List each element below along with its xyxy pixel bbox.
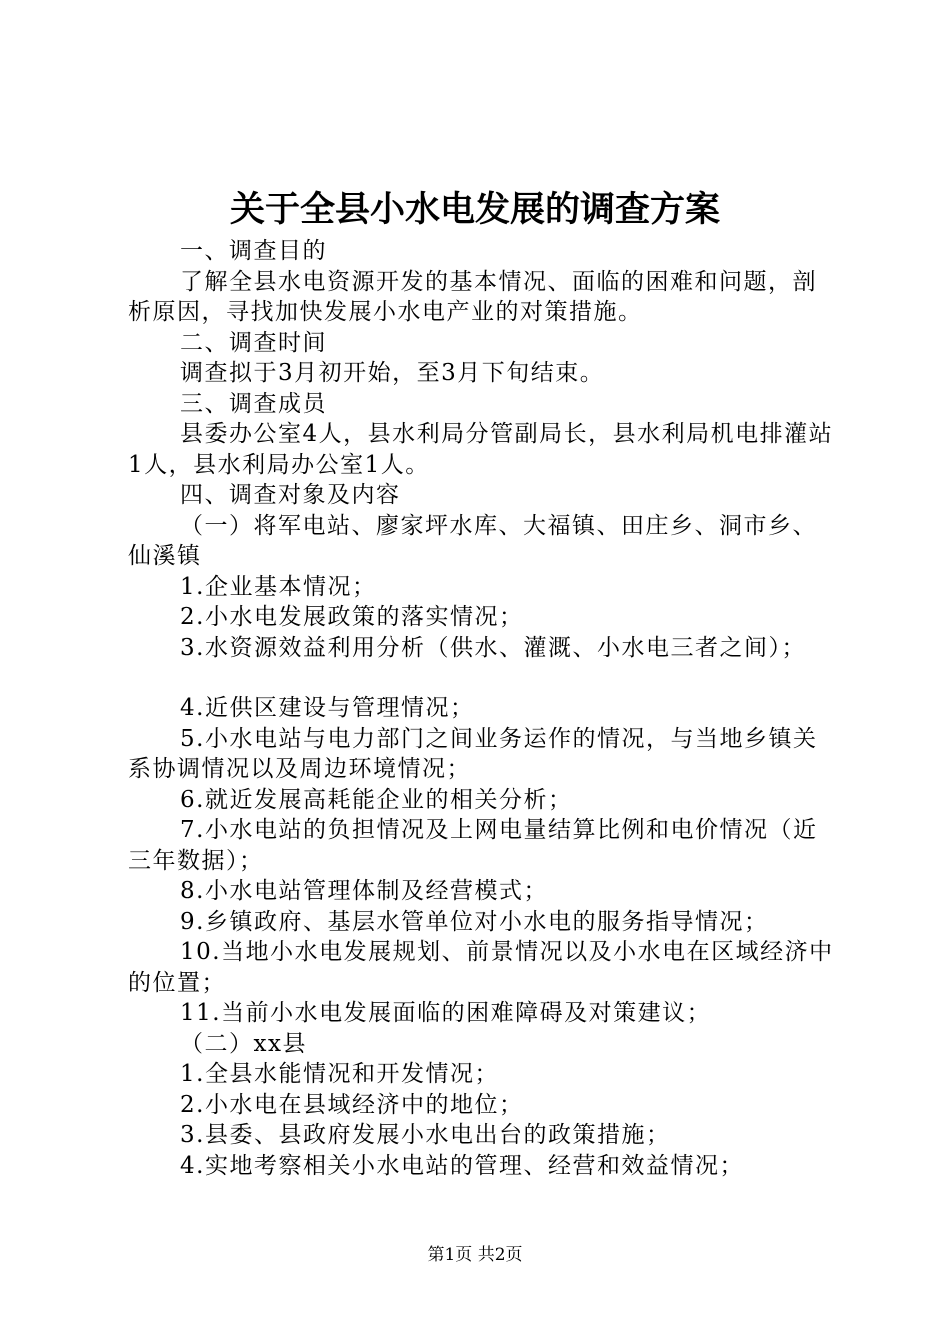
list-item: 1.企业基本情况；: [180, 573, 377, 600]
list-item: 10.当地小水电发展规划、前景情况以及小水电在区域经济中的位置；: [128, 939, 834, 996]
section-heading: 一、调查目的: [180, 238, 327, 264]
document-body: [128, 236, 836, 1181]
list-item: 8.小水电站管理体制及经营模式；: [180, 878, 548, 904]
subsection-heading: （一）将军电站、廖家坪水库、大福镇、田庄乡、洞市乡、仙溪镇: [128, 512, 817, 569]
list-item: 11.当前小水电发展面临的困难障碍及对策建议；: [180, 1000, 712, 1026]
list-item: 2.小水电在县域经济中的地位；: [180, 1091, 524, 1118]
list-item: 6.就近发展高耗能企业的相关分析；: [180, 786, 573, 813]
paragraph: 调查拟于3月初开始，至3月下旬结束。: [180, 360, 605, 386]
list-item: 5.小水电站与电力部门之间业务运作的情况，与当地乡镇关系协调情况以及周边环境情况；: [128, 725, 818, 782]
list-item: 9.乡镇政府、基层水管单位对小水电的服务指导情况；: [180, 908, 769, 935]
list-item: 1.全县水能情况和开发情况；: [180, 1061, 499, 1087]
subsection-heading: （二）xx县: [180, 1030, 307, 1057]
section-heading: 二、调查时间: [180, 329, 327, 356]
list-item: 4.实地考察相关小水电站的管理、经营和效益情况；: [180, 1152, 744, 1179]
list-item: 3.县委、县政府发展小水电出台的政策措施；: [180, 1122, 671, 1148]
document-title: 关于全县小水电发展的调查方案: [229, 189, 720, 230]
list-item: 7.小水电站的负担情况及上网电量结算比例和电价情况（近三年数据）；: [128, 817, 818, 874]
list-item: 4.近供区建设与管理情况；: [180, 695, 475, 721]
paragraph: 了解全县水电资源开发的基本情况、面临的困难和问题，剖析原因，寻找加快发展小水电产业的对策措施。: [128, 268, 817, 325]
section-heading: 四、调查对象及内容: [180, 482, 401, 508]
list-item: 3.水资源效益利用分析（供水、灌溉、小水电三者之间）；: [180, 634, 806, 661]
list-item: 2.小水电发展政策的落实情况；: [180, 604, 524, 630]
section-heading: 三、调查成员: [180, 390, 327, 417]
page-footer: 第1页 共2页: [427, 1245, 523, 1265]
paragraph: 县委办公室4人，县水利局分管副局长，县水利局机电排灌站1人，县水利局办公室1人。: [128, 421, 834, 478]
